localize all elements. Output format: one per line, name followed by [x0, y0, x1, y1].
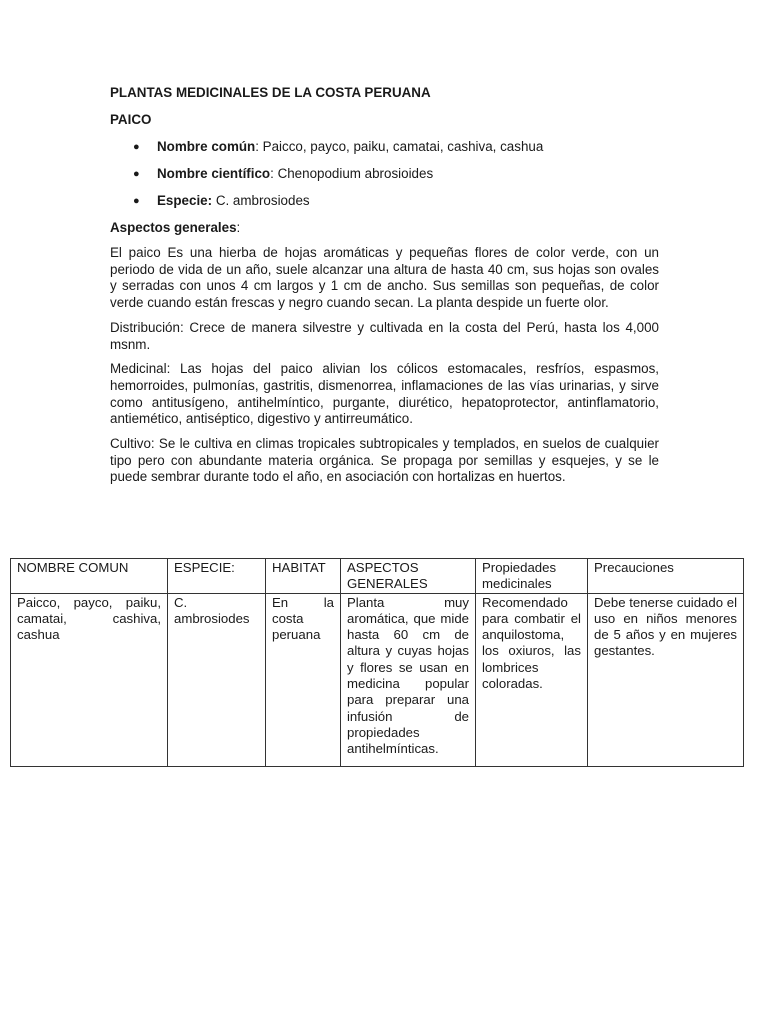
general-heading-colon: : — [236, 220, 241, 235]
header-cell-propiedades: Propiedades medicinales — [476, 559, 588, 594]
table-row — [11, 593, 744, 766]
general-heading-text: Aspectos generales — [110, 220, 237, 235]
document-body — [110, 84, 659, 486]
paragraph-medicinal: Medicinal: Las hojas del paico alivian los cólicos estomacales, resfríos, espasmos, hemorroides, pulmonías, gastritis, dismenorrea, inflamaciones de las vías urinarias, y sirve como antitusígeno, antihelmíntico, purgante, diurético, hepatoprotector, antinflamatorio, antiemético, antiséptico, digestivo y antirreumático. — [110, 361, 659, 427]
field-value: Paicco, payco, paiku, camatai, cashiva, cashua — [258, 139, 544, 154]
document-title: PLANTAS MEDICINALES DE LA COSTA PERUANA — [110, 85, 431, 100]
header-cell-habitat: HABITAT — [266, 559, 341, 594]
field-label: Nombre científico — [157, 166, 271, 181]
header-cell-precauciones: Precauciones — [588, 559, 744, 594]
field-label: Especie: — [157, 193, 213, 208]
field-nombre-comun — [110, 138, 659, 156]
bullet-icon: ● — [133, 141, 140, 153]
field-separator: : — [270, 166, 274, 181]
cell-habitat: En la costa peruana — [266, 593, 341, 766]
plant-summary-table — [10, 558, 744, 767]
field-separator: : — [255, 139, 259, 154]
cell-propiedades: Recomendado para combatir el anquilostoma, los oxiuros, las lombrices coloradas. — [476, 593, 588, 766]
paragraph-cultivo: Cultivo: Se le cultiva en climas tropicales subtropicales y templados, en suelos de cualquier tipo pero con abundante materia orgánica. Se propaga por semillas y esquejes, y se le puede sembrar durante todo el año, en asociación con hortalizas en huertos. — [110, 436, 659, 485]
field-nombre-cientifico — [110, 165, 659, 183]
paragraph-distribucion: Distribución: Crece de manera silvestre y cultivada en la costa del Perú, hasta los 4,000 msnm. — [110, 319, 659, 352]
header-cell-nombre-comun: NOMBRE COMUN — [11, 559, 168, 594]
cell-aspectos-generales: Planta muy aromática, que mide hasta 60 cm de altura y cuyas hojas y flores se usan en medicina popular para preparar una infusión de propiedades antihelmínticas. — [341, 593, 476, 766]
general-aspects-heading — [110, 219, 659, 237]
plant-fields-list — [110, 138, 659, 210]
plant-name-heading: PAICO — [110, 112, 152, 127]
header-cell-especie: ESPECIE: — [168, 559, 266, 594]
header-cell-aspectos-generales: ASPECTOS GENERALES — [341, 559, 476, 594]
bullet-icon: ● — [133, 168, 140, 180]
field-value: Chenopodium abrosioides — [273, 166, 434, 181]
field-especie — [110, 192, 659, 210]
field-label: Nombre común — [157, 139, 256, 154]
field-value: C. ambrosiodes — [212, 193, 310, 208]
cell-precauciones: Debe tenerse cuidado el uso en niños menores de 5 años y en mujeres gestantes. — [588, 593, 744, 766]
table-header-row — [11, 559, 744, 594]
paragraph-general: El paico Es una hierba de hojas aromáticas y pequeñas flores de color verde, con un periodo de vida de un año, suele alcanzar una altura de hasta 40 cm, sus hojas son ovales y serradas con unos 4 cm largos y 1 cm de ancho. Sus semillas son pequeñas, de color verde cuando están frescas y negro cuando secan. La planta despide un fuerte olor. — [110, 245, 659, 311]
cell-nombre-comun: Paicco, payco, paiku, camatai, cashiva, cashua — [11, 593, 168, 766]
cell-especie: C. ambrosiodes — [168, 593, 266, 766]
bullet-icon: ● — [133, 195, 140, 207]
